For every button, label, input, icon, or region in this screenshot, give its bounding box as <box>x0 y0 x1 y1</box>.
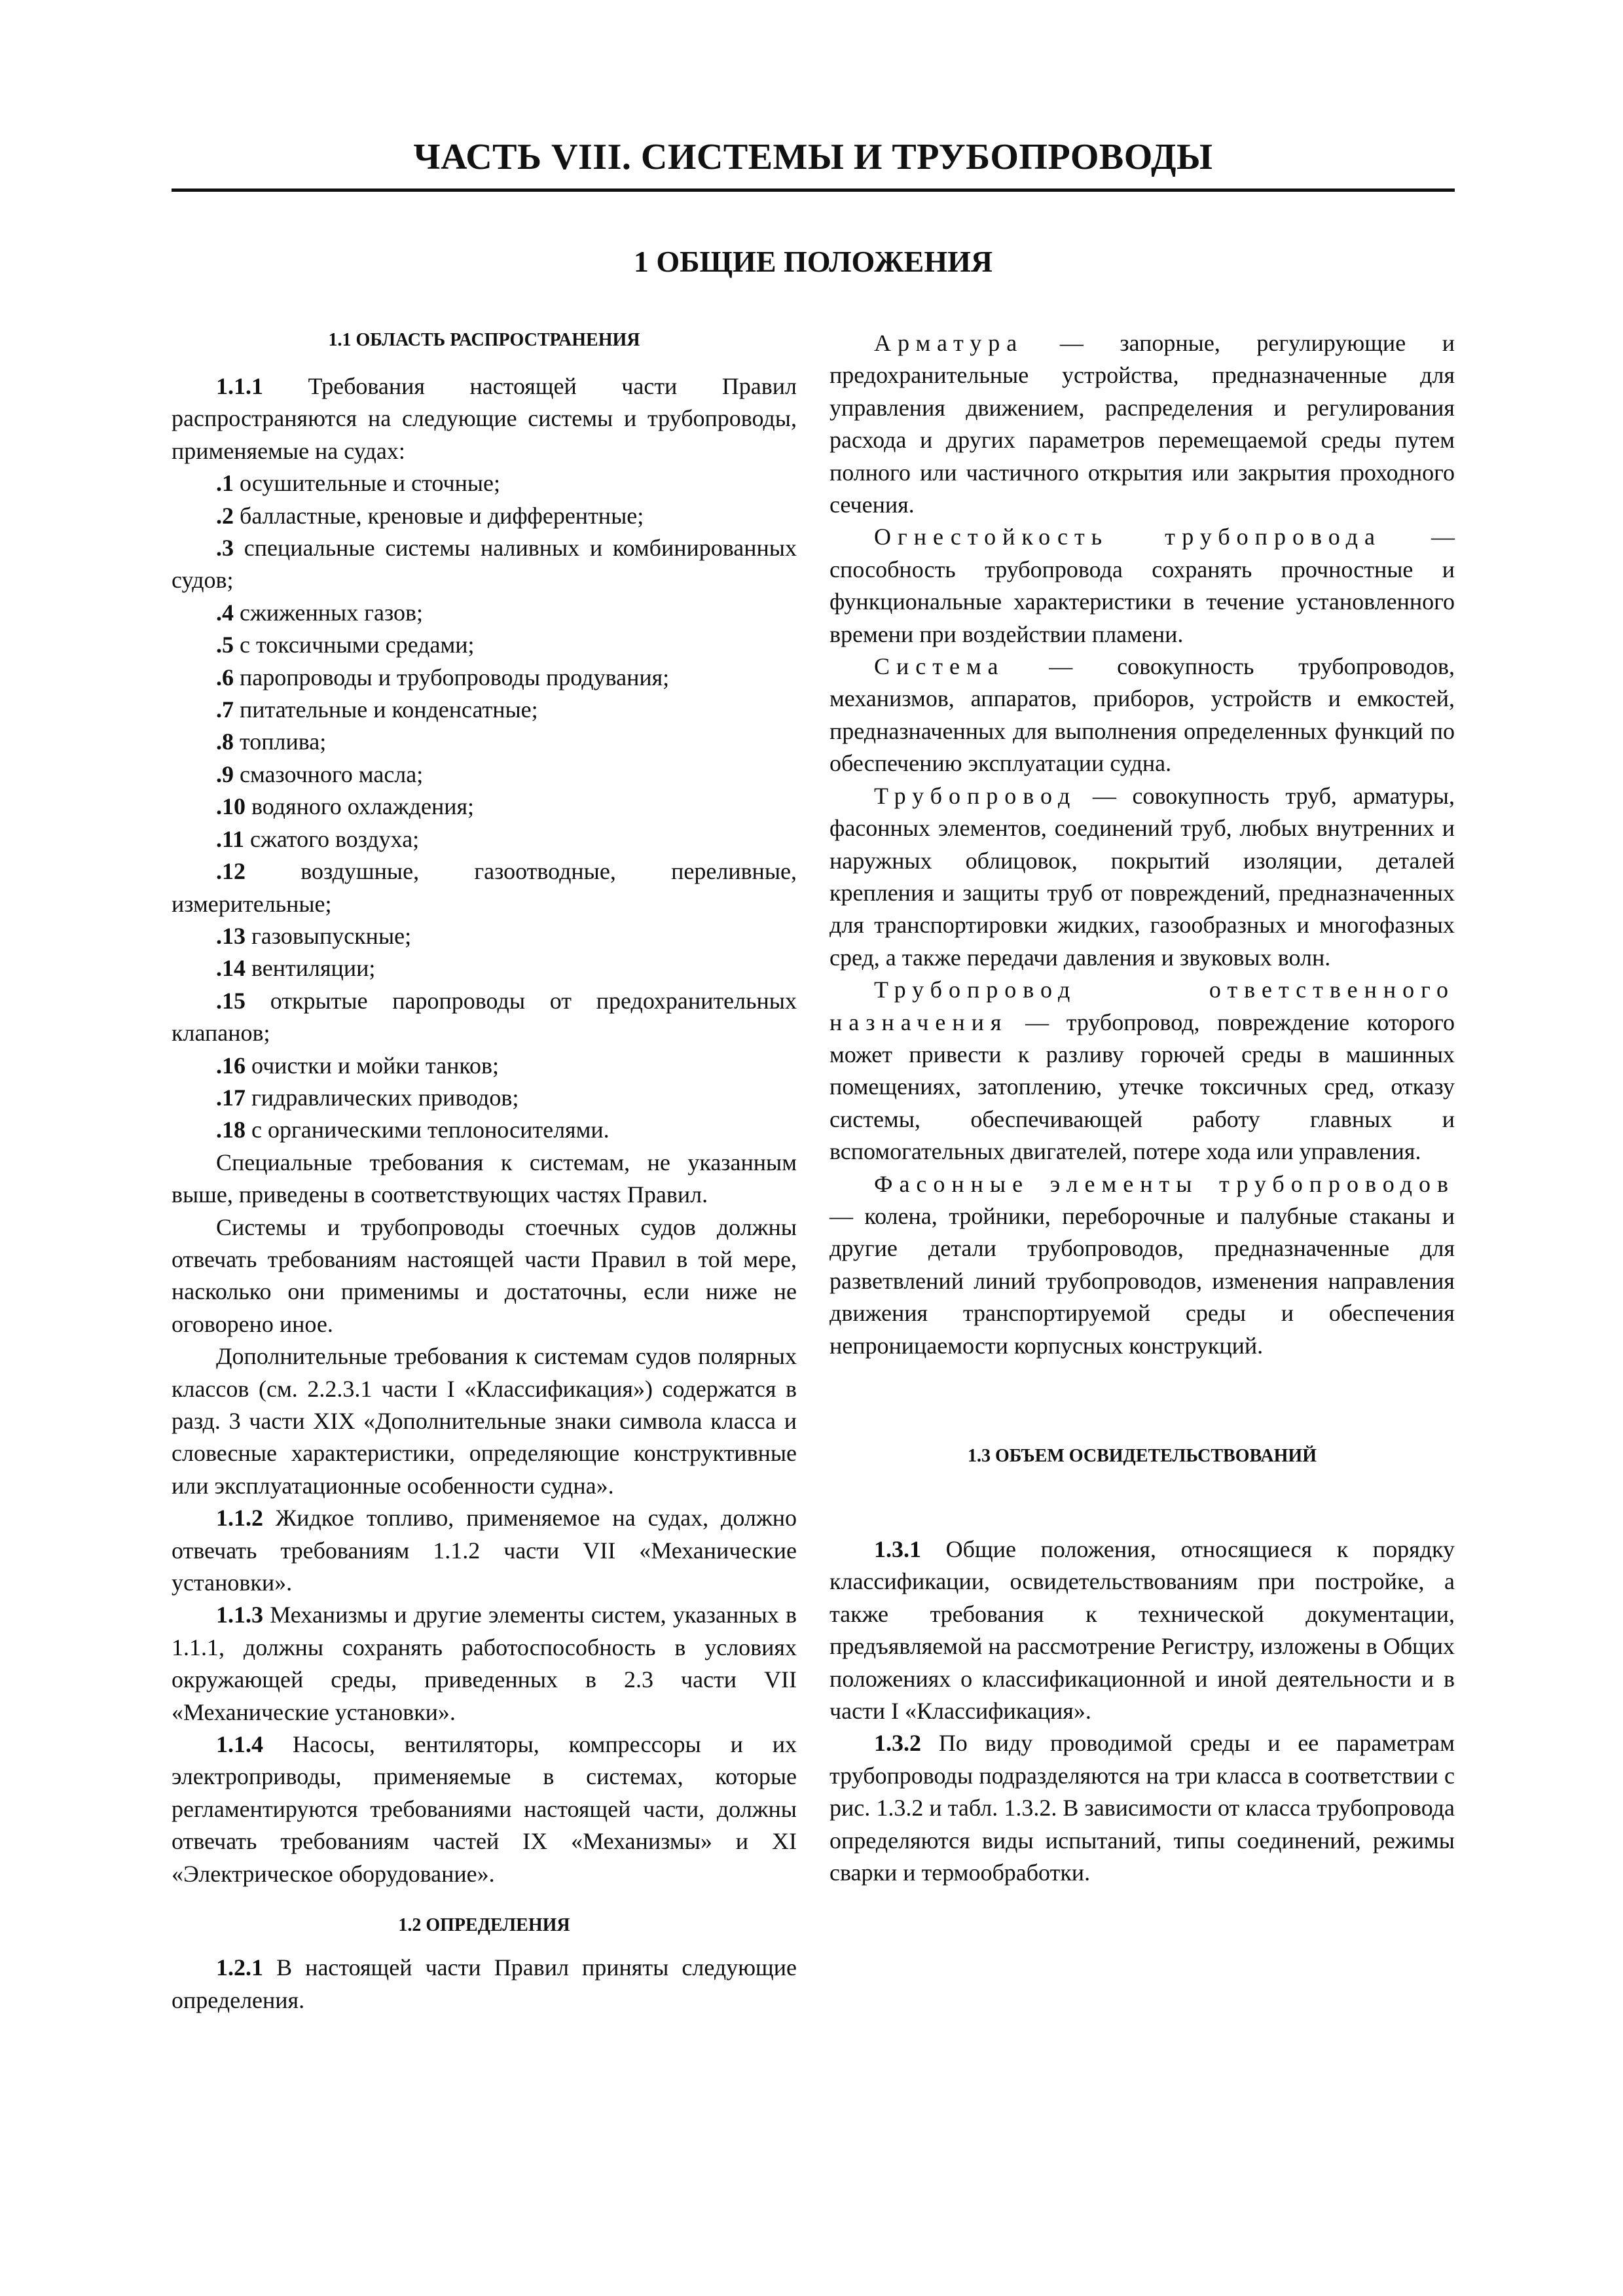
item-text: специальные системы наливных и комбинированных судов; <box>172 535 797 594</box>
item-text: балластные, креновые и дифферентные; <box>234 502 644 529</box>
chapter-title: 1 ОБЩИЕ ПОЛОЖЕНИЯ <box>633 245 993 278</box>
item-text: очистки и мойки танков; <box>246 1052 500 1079</box>
clause-number: 1.2.1 <box>216 1954 263 1981</box>
clause-number: 1.1.2 <box>216 1505 263 1532</box>
paragraph-1-1-3 <box>172 1599 797 1729</box>
item-text: гидравлических приводов; <box>246 1084 519 1111</box>
clause-number: 1.1.4 <box>216 1731 263 1758</box>
list-item <box>172 791 797 823</box>
right-column <box>830 327 1455 1889</box>
item-number: .5 <box>216 632 234 658</box>
list-item <box>172 726 797 758</box>
list-item <box>172 629 797 661</box>
item-text: сжиженных газов; <box>234 599 423 626</box>
item-number: .4 <box>216 599 234 626</box>
paragraph-1-1-4 <box>172 1729 797 1890</box>
item-number: .14 <box>216 955 246 982</box>
item-number: .11 <box>216 825 245 852</box>
paragraph-1-3-1 <box>830 1534 1455 1727</box>
definition-text: — способность трубопровода сохранять прочностные и функциональные характеристики в течение установленного времени при воздействии пламени. <box>830 524 1455 647</box>
item-text: сжатого воздуха; <box>244 825 420 852</box>
item-text: топлива; <box>234 728 327 755</box>
item-number: .2 <box>216 502 234 529</box>
section-heading-1-3: 1.3 ОБЪЕМ ОСВИДЕТЕЛЬСТВОВАНИЙ <box>968 1446 1317 1466</box>
title-divider <box>172 188 1455 192</box>
definition-term: Трубопровод ответственного назначения <box>830 977 1455 1035</box>
list-item <box>172 467 797 499</box>
list-item <box>172 952 797 984</box>
item-number: .10 <box>216 793 246 820</box>
definition-text: — запорные, регулирующие и предохранительные устройства, предназначенные для управления движением, распределения и регулирования расхода и других параметров перемещаемой среды путем полного или частичного открытия или закрытия проходного сечения. <box>830 330 1455 518</box>
item-text: открытые паропроводы от предохранительных клапанов; <box>172 987 797 1047</box>
item-number: .16 <box>216 1052 246 1079</box>
list-item <box>172 694 797 726</box>
paragraph-1-2-1 <box>172 1952 797 2017</box>
paragraph-polar-classes: Дополнительные требования к системам судов полярных классов (см. 2.2.3.1 части I «Классификация») содержатся в разд. 3 части XIX «Дополнительные знаки символа класса и словесные характеристики, определяющие конструктивные или эксплуатационные особенности судна». <box>172 1343 797 1499</box>
clause-text: Жидкое топливо, применяемое на судах, должно отвечать требованиям 1.1.2 части VII «Механические установки». <box>172 1505 797 1596</box>
item-number: .17 <box>216 1084 246 1111</box>
list-item <box>172 985 797 1050</box>
definition-armatura <box>830 327 1455 521</box>
section-heading-1-1: 1.1 ОБЛАСТЬ РАСПРОСТРАНЕНИЯ <box>328 330 640 350</box>
item-number: .15 <box>216 987 246 1014</box>
item-text: с токсичными средами; <box>234 632 475 658</box>
item-text: с органическими теплоносителями. <box>246 1117 610 1143</box>
item-number: .18 <box>216 1117 246 1143</box>
list-item <box>172 532 797 597</box>
item-text: газовыпускные; <box>246 922 412 949</box>
item-text: питательные и конденсатные; <box>234 696 538 723</box>
section-heading-1-2: 1.2 ОПРЕДЕЛЕНИЯ <box>398 1915 570 1936</box>
list-item <box>172 855 797 920</box>
item-number: .7 <box>216 696 234 723</box>
clause-number: 1.3.1 <box>874 1536 921 1562</box>
paragraph-1-1-1 <box>172 370 797 467</box>
item-text: воздушные, газоотводные, переливные, измерительные; <box>172 858 797 917</box>
clause-number: 1.1.1 <box>216 373 263 399</box>
item-number: .1 <box>216 470 234 497</box>
definition-fittings <box>830 1168 1455 1362</box>
definition-text: — колена, тройники, переборочные и палубные стаканы и другие детали трубопроводов, предназначенные для разветвлений линий трубопроводов, изменения направления движения транспортируемой среды и обеспечения непроницаемости корпусных конструкций. <box>830 1202 1455 1359</box>
definition-term: Трубопровод <box>874 782 1077 809</box>
definition-term: Огнестойкость трубопровода <box>874 524 1381 550</box>
list-item <box>172 1114 797 1146</box>
paragraph-special-requirements: Специальные требования к системам, не указанным выше, приведены в соответствующих частях Правил. <box>172 1149 797 1208</box>
definition-term: Фасонные элементы трубопроводов <box>874 1170 1455 1197</box>
definition-essential-pipeline <box>830 974 1455 1168</box>
item-text: паропроводы и трубопроводы продувания; <box>234 664 670 691</box>
item-number: .13 <box>216 922 246 949</box>
left-column <box>172 327 797 2017</box>
part-title: ЧАСТЬ VIII. СИСТЕМЫ И ТРУБОПРОВОДЫ <box>413 137 1213 177</box>
item-number: .6 <box>216 664 234 691</box>
definition-text: — совокупность трубопроводов, механизмов, аппаратов, приборов, устройств и емкостей, предназначенных для выполнения определенных функций по обеспечению эксплуатации судна. <box>830 653 1455 777</box>
clause-number: 1.1.3 <box>216 1602 263 1628</box>
definition-pipeline <box>830 780 1455 974</box>
definition-text: — трубопровод, повреждение которого может привести к разливу горючей среды в машинных помещениях, затоплению, утечке токсичных сред, отказу системы, обеспечивающей работу главных и вспомогательных двигателей, потере хода или управления. <box>830 1009 1455 1165</box>
item-text: водяного охлаждения; <box>246 793 475 820</box>
item-number: .12 <box>216 858 246 885</box>
item-text: осушительные и сточные; <box>234 470 501 497</box>
item-text: вентиляции; <box>246 955 376 982</box>
clause-text: Общие положения, относящиеся к порядку классификации, освидетельствованиям при постройке, а также требования к технической документации, предъявляемой на рассмотрение Регистру, изложены в Общих положениях о классификационной и иной деятельности и в части I «Классификация». <box>830 1536 1455 1725</box>
list-item <box>172 662 797 694</box>
clause-text: По виду проводимой среды и ее параметрам трубопроводы подразделяются на три класса в соответствии с рис. 1.3.2 и табл. 1.3.2. В зависимости от класса трубопровода определяются виды испытаний, типы соединений, режимы сварки и термообработки. <box>830 1730 1455 1886</box>
clause-number: 1.3.2 <box>874 1730 921 1757</box>
item-text: смазочного масла; <box>234 761 424 787</box>
item-number: .9 <box>216 761 234 787</box>
paragraph-1-1-2 <box>172 1502 797 1599</box>
paragraph-1-3-2 <box>830 1727 1455 1889</box>
definition-term: Арматура <box>874 330 1024 356</box>
list-item <box>172 1050 797 1082</box>
item-number: .3 <box>216 535 234 562</box>
list-item <box>172 920 797 952</box>
list-item <box>172 500 797 532</box>
item-number: .8 <box>216 728 234 755</box>
definition-text: — совокупность труб, арматуры, фасонных элементов, соединений труб, любых внутренних и наружных облицовок, покрытий изоляции, деталей крепления и защиты труб от повреждений, предназначенных для транспортировки жидких, газообразных и многофазных сред, а также передачи давления и звуковых волн. <box>830 782 1455 971</box>
clause-text: Требования настоящей части Правил распространяются на следующие системы и трубопроводы, применяемые на судах: <box>172 373 797 464</box>
definition-system <box>830 651 1455 780</box>
clause-text: Механизмы и другие элементы систем, указанных в 1.1.1, должны сохранять работоспособность в условиях окружающей среды, приведенных в 2.3 части VII «Механические установки». <box>172 1602 797 1725</box>
clause-text: В настоящей части Правил приняты следующие определения. <box>172 1954 797 2013</box>
paragraph-sewage-vessels: Системы и трубопроводы стоечных судов должны отвечать требованиям настоящей части Правил в той мере, насколько они применимы и достаточны, если ниже не оговорено иное. <box>172 1213 797 1337</box>
list-item <box>172 759 797 791</box>
list-item <box>172 823 797 855</box>
clause-text: Насосы, вентиляторы, компрессоры и их электроприводы, применяемые в системах, которые регламентируются требованиями настоящей части, должны отвечать требованиям частей IX «Механизмы» и XI «Электрическое оборудование». <box>172 1731 797 1887</box>
definition-term: Система <box>874 653 1005 680</box>
definition-fire-resistance <box>830 521 1455 651</box>
list-item <box>172 1082 797 1114</box>
list-item <box>172 597 797 629</box>
